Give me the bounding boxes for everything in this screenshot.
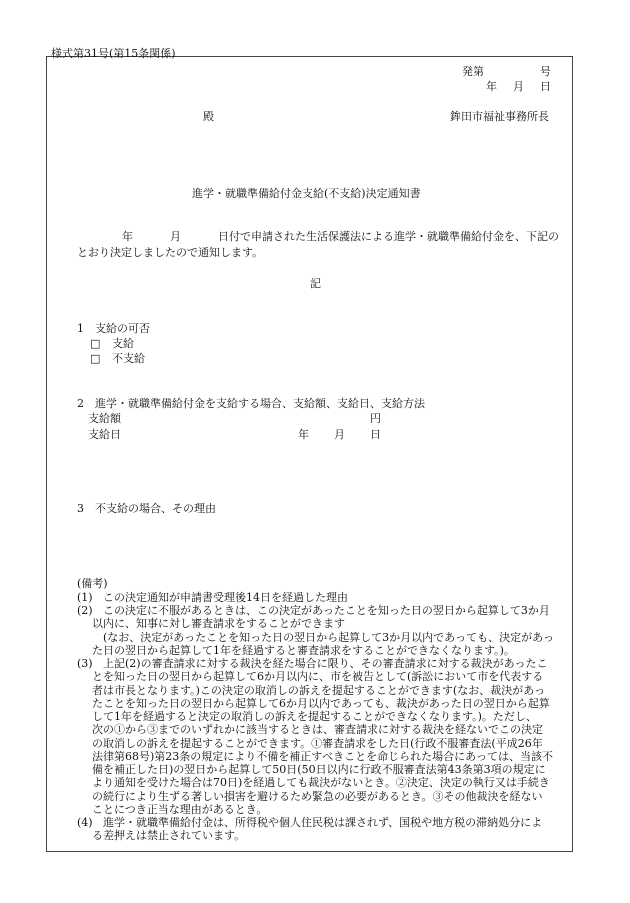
note-number: (4) (77, 816, 93, 829)
note-number: (3) (77, 657, 93, 670)
issue-date-month: 月 (513, 80, 524, 93)
page-title: 進学・就職準備給付金支給(不支給)決定通知書 (192, 187, 421, 200)
issue-date-year: 年 (486, 80, 497, 93)
note-number: (1) (77, 591, 93, 604)
note-line: の続行により生ずる著しい損害を避けるため緊急の必要があるとき。③その他裁決を経ない (92, 790, 543, 803)
date-month: 月 (334, 428, 345, 441)
note-line: とを知った日の翌日から起算して6か月以内に、市を被告として(訴訟において市を代表する (92, 670, 544, 683)
note-line: 者は市長となります。)この決定の取消しの訴えを提起することができます(なお、裁決があっ (92, 684, 546, 697)
section1-heading: 1 支給の可否 (77, 322, 150, 335)
date-year: 年 (298, 428, 309, 441)
date-day: 日 (370, 428, 381, 441)
issue-no-prefix: 発第 (462, 65, 484, 78)
intro-month: 月 (170, 230, 181, 243)
note-line: この決定に不服があるときは、この決定があったことを知った日の翌日から起算して3か月 (103, 604, 550, 617)
intro-year: 年 (122, 230, 133, 243)
intro-line2: とおり決定しましたので通知します。 (77, 246, 264, 259)
note-line: 次の①から③までのいずれかに該当するときは、審査請求に対する裁決を経ないでこの決定 (92, 723, 543, 736)
date-label: 支給日 (88, 428, 121, 441)
option-box: □ (90, 337, 101, 350)
option-box: □ (90, 352, 101, 365)
issue-date-day: 日 (540, 80, 551, 93)
addressee-suffix: 殿 (203, 110, 214, 123)
note-line: たことを知った日の翌日から起算して6か月以内であっても、裁決があった日の翌日から起算 (92, 697, 550, 710)
intro-line1: 日付で申請された生活保護法による進学・就職準備給付金を、下記の (218, 230, 559, 243)
note-line: より通知を受けた場合は70日)を経過しても裁決がないとき。②決定、決定の執行又は手続き (92, 776, 550, 789)
issue-no-suffix: 号 (540, 65, 551, 78)
issuer: 鉾田市福祉事務所長 (450, 110, 549, 123)
note-line: この決定通知が申請書受理後14日を経過した理由 (103, 591, 348, 604)
note-line: 備を補正した日)の翌日から起算して50日(50日以内に行政不服審査法第43条第3項の規定に (92, 763, 546, 776)
amount-unit: 円 (370, 412, 381, 425)
section2-heading: 2 進学・就職準備給付金を支給する場合、支給額、支給日、支給方法 (77, 397, 425, 410)
note-line: して1年を経過すると決定の取消しの訴えを提起することができなくなります。)。ただし、 (92, 710, 537, 723)
option-label-fushikyu: 不支給 (112, 352, 145, 365)
note-line: 上記(2)の審査請求に対する裁決を経た場合に限り、その審査請求に対する裁決があったこ (103, 657, 548, 670)
note-line: た日の翌日から起算して1年を経過すると審査請求をすることができなくなります。)。 (92, 644, 515, 657)
note-line: の取消しの訴えを提起することができます。①審査請求をした日(行政不服審査法(平成26年 (92, 737, 543, 750)
note-line: 進学・就職準備給付金は、所得税や個人住民税は課されず、国税や地方税の滞納処分によ (103, 816, 543, 829)
notes-heading: (備考) (77, 577, 108, 590)
note-line: る差押えは禁止されています。 (92, 829, 246, 842)
form-label: 様式第31号(第15条関係) (51, 47, 176, 60)
ki-label: 記 (310, 277, 321, 290)
note-line: ことにつき正当な理由があるとき。 (92, 803, 268, 816)
note-line: (なお、決定があったことを知った日の翌日から起算して3か月以内であっても、決定があっ (103, 631, 554, 644)
amount-label: 支給額 (88, 412, 121, 425)
section3-heading: 3 不支給の場合、その理由 (77, 502, 216, 515)
note-number: (2) (77, 604, 93, 617)
note-line: 法律第68号)第23条の規定により不備を補正すべきことを命じられた場合にあっては、当該不 (92, 750, 553, 763)
option-label-shikyu: 支給 (112, 337, 134, 350)
note-line: 以内に、知事に対し審査請求をすることができます (92, 617, 345, 630)
